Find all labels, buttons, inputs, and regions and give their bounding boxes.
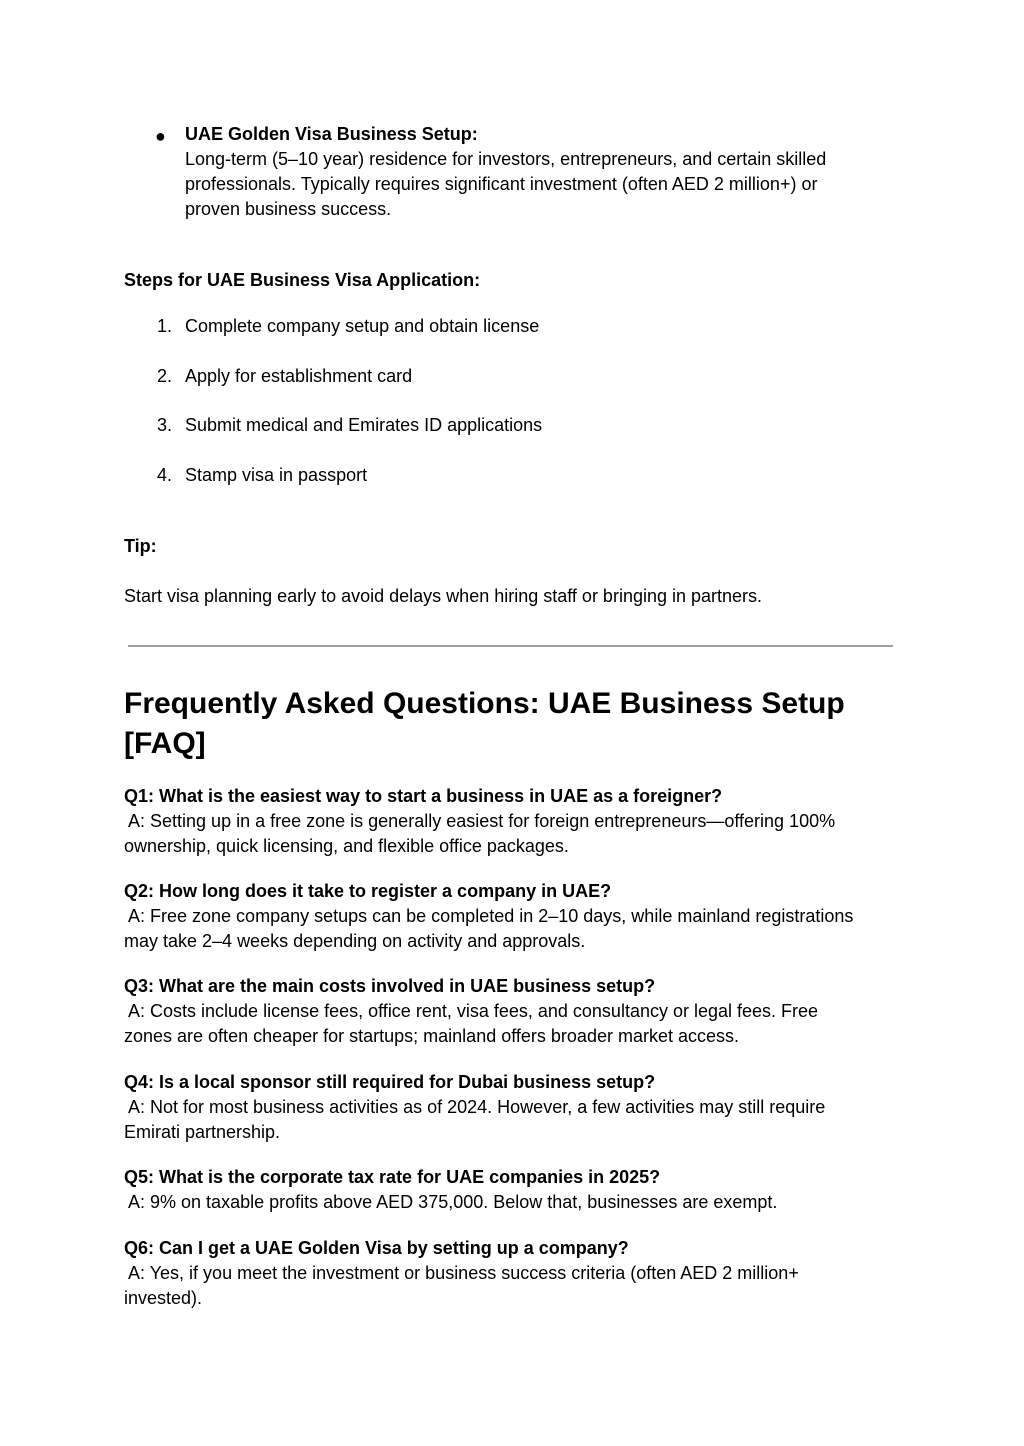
faq-heading-line: [FAQ]: [124, 727, 206, 760]
faq-answer-line: zones are often cheaper for startups; mainland offers broader market access.: [124, 1026, 739, 1046]
faq-question: Q4: Is a local sponsor still required for Dubai business setup?: [124, 1072, 656, 1092]
faq-question: Q3: What are the main costs involved in UAE business setup?: [124, 976, 656, 996]
faq-answer-line: A: Costs include license fees, office rent, visa fees, and consultancy or legal fees. Free: [124, 1001, 819, 1021]
faq-answer-line: A: 9% on taxable profits above AED 375,000. Below that, businesses are exempt.: [124, 1192, 778, 1212]
faq-question: Q5: What is the corporate tax rate for UAE companies in 2025?: [124, 1167, 661, 1187]
golden-visa-desc-line: professionals. Typically requires significant investment (often AED 2 million+) or: [185, 174, 818, 194]
faq-heading-line: Frequently Asked Questions: UAE Business Setup: [124, 687, 845, 720]
faq-answer-line: A: Yes, if you meet the investment or business success criteria (often AED 2 million+: [124, 1263, 799, 1283]
faq-answer-line: A: Setting up in a free zone is generally easiest for foreign entrepreneurs—offering 100%: [124, 811, 836, 831]
faq-item-q4: [124, 1070, 904, 1145]
step-number: 3.: [156, 415, 172, 435]
steps-heading: Steps for UAE Business Visa Application:: [124, 270, 481, 290]
golden-visa-desc-line: Long-term (5–10 year) residence for investors, entrepreneurs, and certain skilled: [185, 149, 827, 169]
step-number: 1.: [156, 316, 172, 336]
faq-question: Q1: What is the easiest way to start a business in UAE as a foreigner?: [124, 786, 723, 806]
tip-text: Start visa planning early to avoid delays when hiring staff or bringing in partners.: [124, 586, 763, 606]
step-number: 2.: [156, 366, 172, 386]
step-text: Apply for establishment card: [185, 366, 413, 386]
golden-visa-item: [185, 122, 905, 222]
tip-heading: Tip:: [124, 536, 157, 556]
bullet-marker: ●: [155, 126, 166, 146]
faq-item-q6: [124, 1236, 904, 1311]
step-text: Submit medical and Emirates ID applications: [185, 415, 543, 435]
step-text: Stamp visa in passport: [185, 465, 368, 485]
faq-item-q5: [124, 1165, 904, 1215]
faq-question: Q2: How long does it take to register a company in UAE?: [124, 881, 612, 901]
step-number: 4.: [156, 465, 172, 485]
faq-answer-line: Emirati partnership.: [124, 1122, 281, 1142]
faq-question: Q6: Can I get a UAE Golden Visa by setting up a company?: [124, 1238, 629, 1258]
faq-answer-line: invested).: [124, 1288, 203, 1308]
faq-answer-line: A: Not for most business activities as of 2024. However, a few activities may still require: [124, 1097, 826, 1117]
faq-item-q1: [124, 784, 904, 859]
faq-answer-line: A: Free zone company setups can be completed in 2–10 days, while mainland registrations: [124, 906, 854, 926]
faq-answer-line: ownership, quick licensing, and flexible office packages.: [124, 836, 569, 856]
golden-visa-desc-line: proven business success.: [185, 199, 392, 219]
golden-visa-title: UAE Golden Visa Business Setup:: [185, 124, 478, 144]
step-text: Complete company setup and obtain license: [185, 316, 540, 336]
faq-item-q2: [124, 879, 904, 954]
faq-answer-line: may take 2–4 weeks depending on activity and approvals.: [124, 931, 586, 951]
faq-item-q3: [124, 974, 904, 1049]
horizontal-divider: [128, 645, 893, 647]
faq-heading: [124, 684, 904, 764]
